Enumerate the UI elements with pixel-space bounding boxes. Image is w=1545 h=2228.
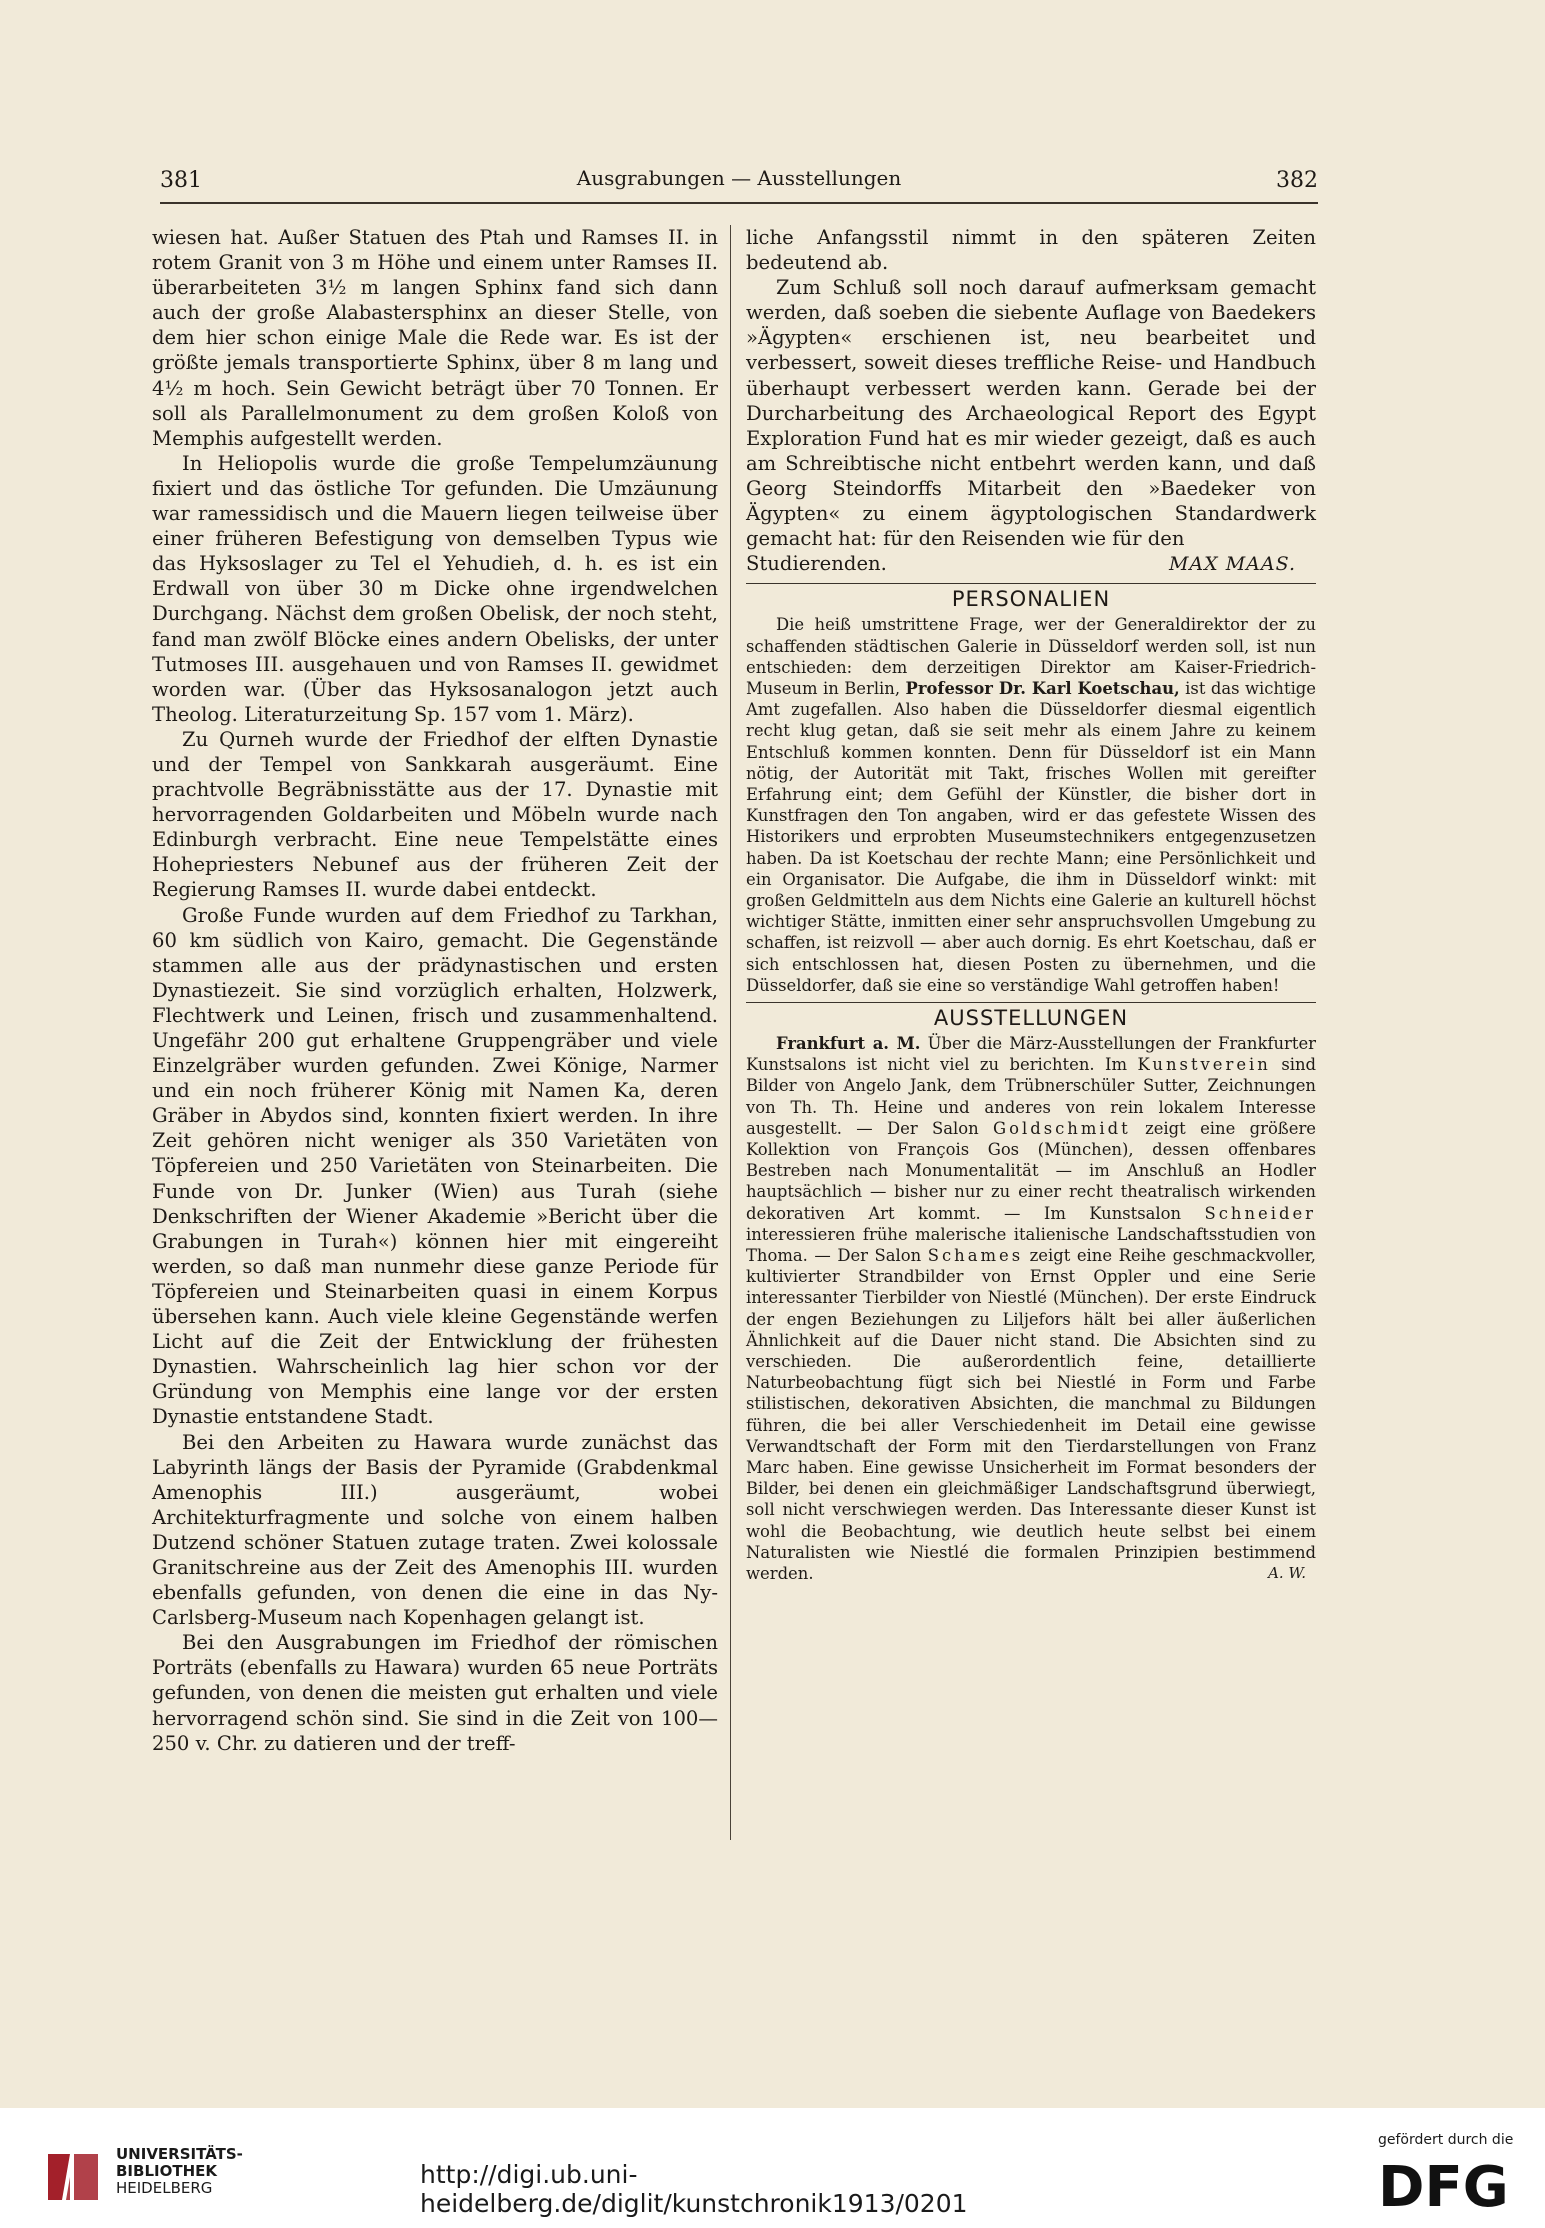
author-signature: MAX MAAS. — [1168, 553, 1296, 576]
page-header — [160, 162, 1318, 204]
ausstellungen-section — [746, 1033, 1316, 1584]
author-initials: A. W. — [1268, 1564, 1306, 1583]
section-title-personalien: PERSONALIEN — [951, 587, 1111, 612]
paragraph-heliopolis: In Heliopolis wurde die große Tempelumzäunung fixiert und das östliche Tor gefunden. Die Umzäunung war ramessidisch und die Mauern liegen teilweise über einer früheren Befestigung von demselben Typus wie das Hyksoslager zu Tel el Yehudieh, d. h. es ist ein Erdwall von über 30 m Dicke ohne irgendwelchen Durchgang. Nächst dem großen Obelisk, der noch steht, fand man zwölf Blöcke eines andern Obelisks, der unter Tutmoses III. ausgehauen und von Ramses II. gewidmet worden war. (Über das Hyksosanalogon jetzt auch Theolog. Literaturzeitung Sp. 157 vom 1. März). — [152, 451, 718, 726]
city-name: Frankfurt a. M. — [776, 1033, 921, 1053]
left-column — [152, 225, 718, 1756]
person-name: Professor Dr. Karl Koetschau, — [905, 678, 1180, 698]
university-library-logo-icon — [40, 2144, 106, 2210]
paragraph-tarkhan: Große Funde wurden auf dem Friedhof zu Tarkhan, 60 km südlich von Kairo, gemacht. Die Gegenstände stammen alle aus der prädynastischen und ersten Dynastiezeit. Sie sind vorzüglich erhalten, Holzwerk, Flechtwerk und Leinen, frisch und zusammenhaltend. Ungefähr 200 gut erhaltene Gruppengräber und viele Einzelgräber wurden gefunden. Zwei Könige, Narmer und ein noch früherer König mit Namen Ka, deren Gräber in Abydos sind, konnten fixiert werden. In ihre Zeit gehören nicht weniger als 350 Varietäten von Töpfereien und 250 Varietäten von Steinarbeiten. Die Funde von Dr. Junker (Wien) aus Turah (siehe Denkschriften der Wiener Akademie »Bericht über die Grabungen in Turah«) können hier mit eingereiht werden, so daß man nunmehr diese ganze Periode für Töpfereien und Steinarbeiten quasi in einem Korpus übersehen kann. Auch viele kleine Gegenstände werfen Licht auf die Zeit der Entwicklung der frühesten Dynastien. Wahrscheinlich lag hier schon vor der Gründung von Memphis eine lange vor der ersten Dynastie entstandene Stadt. — [152, 903, 718, 1429]
text-run: ist das wichtige Amt zugefallen. Also haben die Düsseldorfer diesmal eigentlich recht klug getan, daß sie seit mehr als einem Jahre zu keinem Entschluß kommen konnten. Denn für Düsseldorf ist ein Mann nötig, der Autorität mit Takt, frisches Wollen mit gereifter Erfahrung eint; dem Gefühl der Künstler, die bisher dort in Kunstfragen den Ton angaben, wird er das gefestete Wissen des Historikers und erprobten Museumstechnikers entgegenzusetzen haben. Da ist Koetschau der rechte Mann; eine Persönlichkeit und ein Organisator. Die Aufgabe, die ihm in Düsseldorf winkt: mit großen Geldmitteln aus dem Nichts eine Galerie an kulturell höchst wichtiger Stätte, inmitten einer sehr anspruchsvollen Umgebung zu schaffen, ist reizvoll — aber auch dornig. Es ehrt Koetschau, daß er sich entschlossen hat, diesen Posten zu übernehmen, und die Düsseldorfer, daß sie eine so verständige Wahl getroffen haben! — [746, 678, 1317, 995]
page-number-right: 382 — [1276, 168, 1318, 193]
dfg-logo — [1378, 2158, 1520, 2212]
text-run: sind Bilder von Angelo Jank, dem Trübnerschüler Sutter, Zeichnungen von Th. Th. Heine und anderes von rein lokalem Interesse ausgestellt. — Der Salon — [746, 1055, 1317, 1138]
personalien-section — [746, 614, 1316, 996]
section-rule — [746, 583, 1316, 584]
dfg-logo-text: DFG — [1378, 2158, 1509, 2212]
paragraph-portraits: Bei den Ausgrabungen im Friedhof der römischen Porträts (ebenfalls zu Hawara) wurden 65 neue Porträts gefunden, von denen die meisten gut erhalten und viele hervorragend schön sind. Sie sind in die Zeit von 100—250 v. Chr. zu datieren und der treff- — [152, 1631, 718, 1755]
venue-name: Schneider — [1204, 1203, 1317, 1223]
text-run: Die heiß umstrittene Frage, wer der Generaldirektor der zu schaffenden städtischen Galerie in Düsseldorf werden soll, ist nun entschieden: dem derzeitigen Direktor am Kaiser-Friedrich-Museum in Berlin, — [746, 615, 1316, 698]
paragraph-koetschau — [746, 614, 1316, 996]
digitization-footer — [0, 2108, 1545, 2228]
funding-label: gefördert durch die — [1378, 2132, 1514, 2148]
library-name-line: HEIDELBERG — [116, 2179, 213, 2197]
paragraph-hawara: Bei den Arbeiten zu Hawara wurde zunächst das Labyrinth längs der Basis der Pyramide (Grabdenkmal Amenophis III.) ausgeräumt, wobei Architekturfragmente und solche von einem halben Dutzend schöner Statuen zutage traten. Zwei kolossale Granitschreine aus der Zeit des Amenophis III. wurden ebenfalls gefunden, von denen die eine in das Ny-Carlsberg-Museum nach Kopenhagen gelangt ist. — [152, 1430, 718, 1630]
section-title-ausstellungen: AUSSTELLUNGEN — [933, 1005, 1129, 1030]
paragraph-frankfurt — [746, 1033, 1316, 1584]
right-column — [746, 225, 1316, 1584]
text-run: zeigt eine Reihe geschmackvoller, kultivierter Strandbilder von Ernst Oppler und eine Serie interessanter Tierbilder von Niestlé (München). Der erste Eindruck der engen Beziehungen zu Liljefors hält bei aller äußerlichen Ähnlichkeit auf die Dauer nicht stand. Die Absichten sind zu verschieden. Die außerordentlich feine, detaillierte Naturbeobachtung fügt sich bei Niestlé in Form und Farbe stilistischen, dekorativen Absichten, die manchmal zu Bildungen führen, die bei aller Verschiedenheit im Detail eine gewisse Verwandtschaft der Form mit den Tierdarstellungen von Franz Marc haben. Eine gewisse Unsicherheit im Format besonders der Bilder, bei denen ein gleichmäßiger Landschaftsgrund überwiegt, soll nicht verschwiegen werden. Das Interessante dieser Kunst ist wohl die Beobachtung, wie deutlich heute selbst bei einem Naturalisten wie Niestlé die formalen Prinzipien bestimmend werden. — [746, 1246, 1316, 1584]
section-rule — [746, 1002, 1316, 1003]
text-run: Über die März-Ausstellungen der Frankfurter Kunstsalons ist nicht viel zu berichten. Im — [746, 1033, 1316, 1075]
paragraph-qurneh: Zu Qurneh wurde der Friedhof der elften Dynastie und der Tempel von Sankkarah ausgeräumt. Eine prachtvolle Begräbnisstätte aus der 17. Dynastie mit hervorragenden Goldarbeiten und Möbeln wurde nach Edinburgh verbracht. Eine neue Tempelstätte eines Hohepriesters Nebunef aus der früheren Zeit der Regierung Ramses II. wurde dabei entdeckt. — [152, 727, 718, 902]
signature-line — [746, 551, 1316, 577]
paragraph-baedeker: Zum Schluß soll noch darauf aufmerksam gemacht werden, daß soeben die siebente Auflage von Baedekers »Ägypten« erschienen ist, neu bearbeitet und verbessert, soweit dieses treffliche Reise- und Handbuch überhaupt verbessert werden kann. Gerade bei der Durcharbeitung des Archaeological Report des Egypt Exploration Fund hat es mir wieder gezeigt, daß es auch am Schreibtische nicht entbehrt werden kann, und daß Georg Steindorffs Mitarbeit den »Baedeker von Ägypten« zu einem ägyptologischen Standardwerk gemacht hat: für den Reisenden wie für den — [746, 276, 1316, 551]
library-name — [116, 2146, 243, 2197]
running-title: Ausgrabungen — Ausstellungen — [576, 166, 902, 190]
library-name-line: UNIVERSITÄTS- — [116, 2145, 243, 2163]
column-divider — [730, 225, 731, 1840]
venue-name: Kunstverein — [1137, 1055, 1271, 1075]
closing-last-line: Studierenden. — [746, 552, 887, 576]
text-run: interessieren frühe malerische italienische Landschaftsstudien von Thoma. — Der Salon — [746, 1224, 1316, 1265]
library-name-line: BIBLIOTHEK — [116, 2162, 217, 2180]
page-number-left: 381 — [160, 168, 202, 193]
paragraph-continuation: liche Anfangsstil nimmt in den späteren Zeiten bedeutend ab. — [746, 226, 1316, 275]
paragraph: wiesen hat. Außer Statuen des Ptah und Ramses II. in rotem Granit von 3 m Höhe und einem unter Ramses II. überarbeiteten 3½ m langen Sphinx fand sich dann auch der große Alabastersphinx an dieser Stelle, von dem hier schon einige Male die Rede war. Es ist der größte jemals transportierte Sphinx, über 8 m lang und 4½ m hoch. Sein Gewicht beträgt über 70 Tonnen. Er soll als Parallelmonument zu dem großen Koloß von Memphis aufgestellt werden. — [152, 226, 718, 450]
venue-name: Goldschmidt — [993, 1118, 1131, 1138]
text-run: zeigt eine größere Kollektion von François Gos (München), dessen offenbares Bestreben nach Monumentalität — im Anschluß an Hodler hauptsächlich — bisher nur zu einer recht theatralisch wirkenden dekorativen Art kommt. — Im Kunstsalon — [746, 1118, 1316, 1223]
venue-name: Schames — [927, 1246, 1024, 1265]
permalink-url[interactable]: http://digi.ub.uni-heidelberg.de/diglit/kunstchronik1913/0201 — [420, 2160, 968, 2218]
